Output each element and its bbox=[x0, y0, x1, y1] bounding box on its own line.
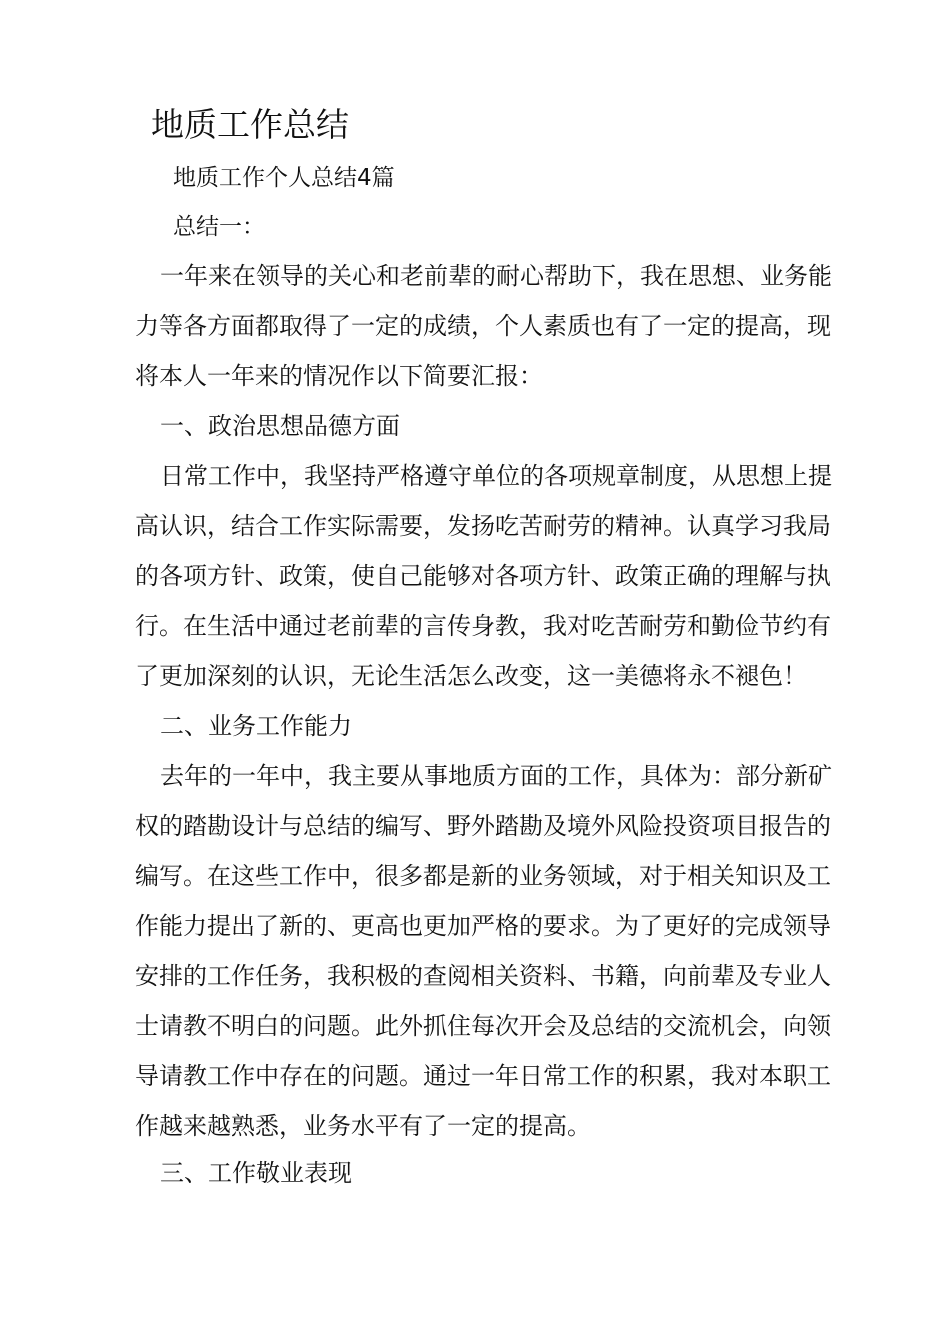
paragraph-line: 士请教不明白的问题。此外抓住每次开会及总结的交流机会，向领 bbox=[135, 1012, 831, 1040]
section-heading-politics: 一、政治思想品德方面 bbox=[160, 412, 400, 440]
paragraph-line: 日常工作中，我坚持严格遵守单位的各项规章制度，从思想上提 bbox=[160, 462, 832, 490]
paragraph-line: 作能力提出了新的、更高也更加严格的要求。为了更好的完成领导 bbox=[135, 912, 831, 940]
intro-line: 将本人一年来的情况作以下简要汇报： bbox=[135, 362, 543, 390]
paragraph-line: 编写。在这些工作中，很多都是新的业务领域，对于相关知识及工 bbox=[135, 862, 831, 890]
paragraph-line: 作越来越熟悉，业务水平有了一定的提高。 bbox=[135, 1112, 591, 1140]
document-subtitle: 地质工作个人总结4篇 bbox=[173, 165, 395, 191]
paragraph-line: 了更加深刻的认识，无论生活怎么改变，这一美德将永不褪色！ bbox=[135, 662, 807, 690]
document-title: 地质工作总结 bbox=[151, 105, 349, 144]
paragraph-line: 导请教工作中存在的问题。通过一年日常工作的积累，我对本职工 bbox=[135, 1062, 831, 1090]
paragraph-line: 权的踏勘设计与总结的编写、野外踏勘及境外风险投资项目报告的 bbox=[135, 812, 831, 840]
section-heading-dedication: 三、工作敬业表现 bbox=[160, 1159, 352, 1187]
intro-line: 一年来在领导的关心和老前辈的耐心帮助下，我在思想、业务能 bbox=[160, 262, 832, 290]
paragraph-line: 安排的工作任务，我积极的查阅相关资料、书籍，向前辈及专业人 bbox=[135, 962, 831, 990]
paragraph-line: 高认识，结合工作实际需要，发扬吃苦耐劳的精神。认真学习我局 bbox=[135, 512, 831, 540]
paragraph-line: 去年的一年中，我主要从事地质方面的工作，具体为：部分新矿 bbox=[160, 762, 832, 790]
paragraph-line: 的各项方针、政策，使自己能够对各项方针、政策正确的理解与执 bbox=[135, 562, 831, 590]
section-label: 总结一： bbox=[173, 214, 265, 240]
intro-line: 力等各方面都取得了一定的成绩，个人素质也有了一定的提高，现 bbox=[135, 312, 831, 340]
section-heading-business: 二、业务工作能力 bbox=[160, 712, 352, 740]
paragraph-line: 行。在生活中通过老前辈的言传身教，我对吃苦耐劳和勤俭节约有 bbox=[135, 612, 831, 640]
